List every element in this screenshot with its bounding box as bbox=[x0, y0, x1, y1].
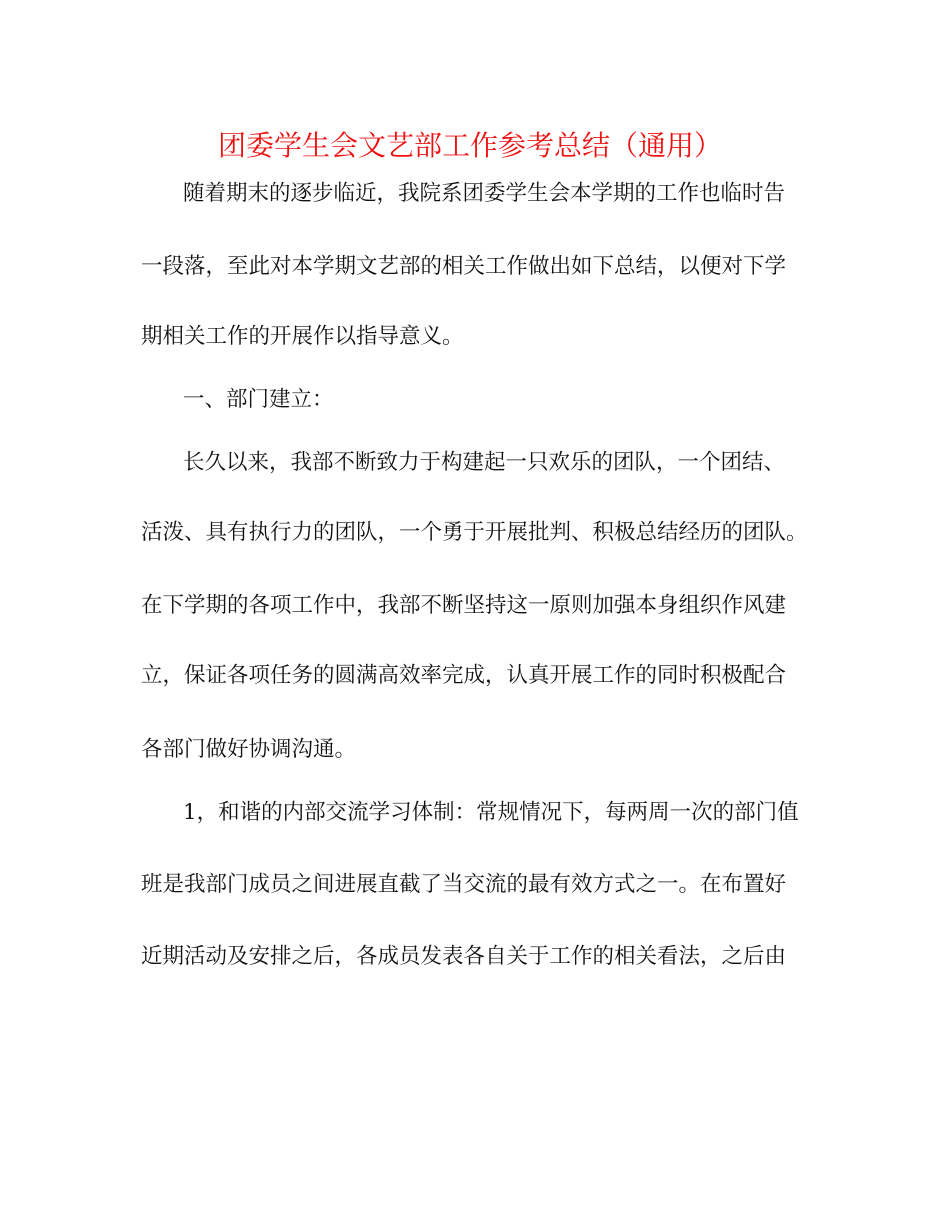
paragraph-line: 立，保证各项任务的圆满高效率完成，认真开展工作的同时积极配合 bbox=[141, 663, 787, 688]
paragraph-line: 长久以来，我部不断致力于构建起一只欢乐的团队，一个团结、 bbox=[183, 450, 786, 475]
paragraph-line: 1，和谐的内部交流学习体制：常规情况下，每两周一次的部门值 bbox=[183, 800, 799, 825]
paragraph-line: 期相关工作的开展作以指导意义。 bbox=[141, 324, 464, 349]
paragraph-line: 班是我部门成员之间进展直截了当交流的最有效方式之一。在布置好 bbox=[141, 872, 787, 897]
paragraph-line: 各部门做好协调沟通。 bbox=[141, 737, 357, 762]
paragraph-line: 在下学期的各项工作中，我部不断坚持这一原则加强本身组织作风建 bbox=[141, 593, 787, 618]
paragraph-line: 活泼、具有执行力的团队，一个勇于开展批判、积极总结经历的团队。 bbox=[141, 520, 808, 545]
paragraph-line: 一段落，至此对本学期文艺部的相关工作做出如下总结，以便对下学 bbox=[141, 254, 787, 279]
section-heading: 一、部门建立： bbox=[183, 387, 334, 412]
paragraph-line: 随着期末的逐步临近，我院系团委学生会本学期的工作也临时告 bbox=[183, 181, 786, 206]
document-title: 团委学生会文艺部工作参考总结（通用） bbox=[217, 129, 722, 162]
paragraph-line: 近期活动及安排之后，各成员发表各自关于工作的相关看法，之后由 bbox=[141, 944, 787, 969]
